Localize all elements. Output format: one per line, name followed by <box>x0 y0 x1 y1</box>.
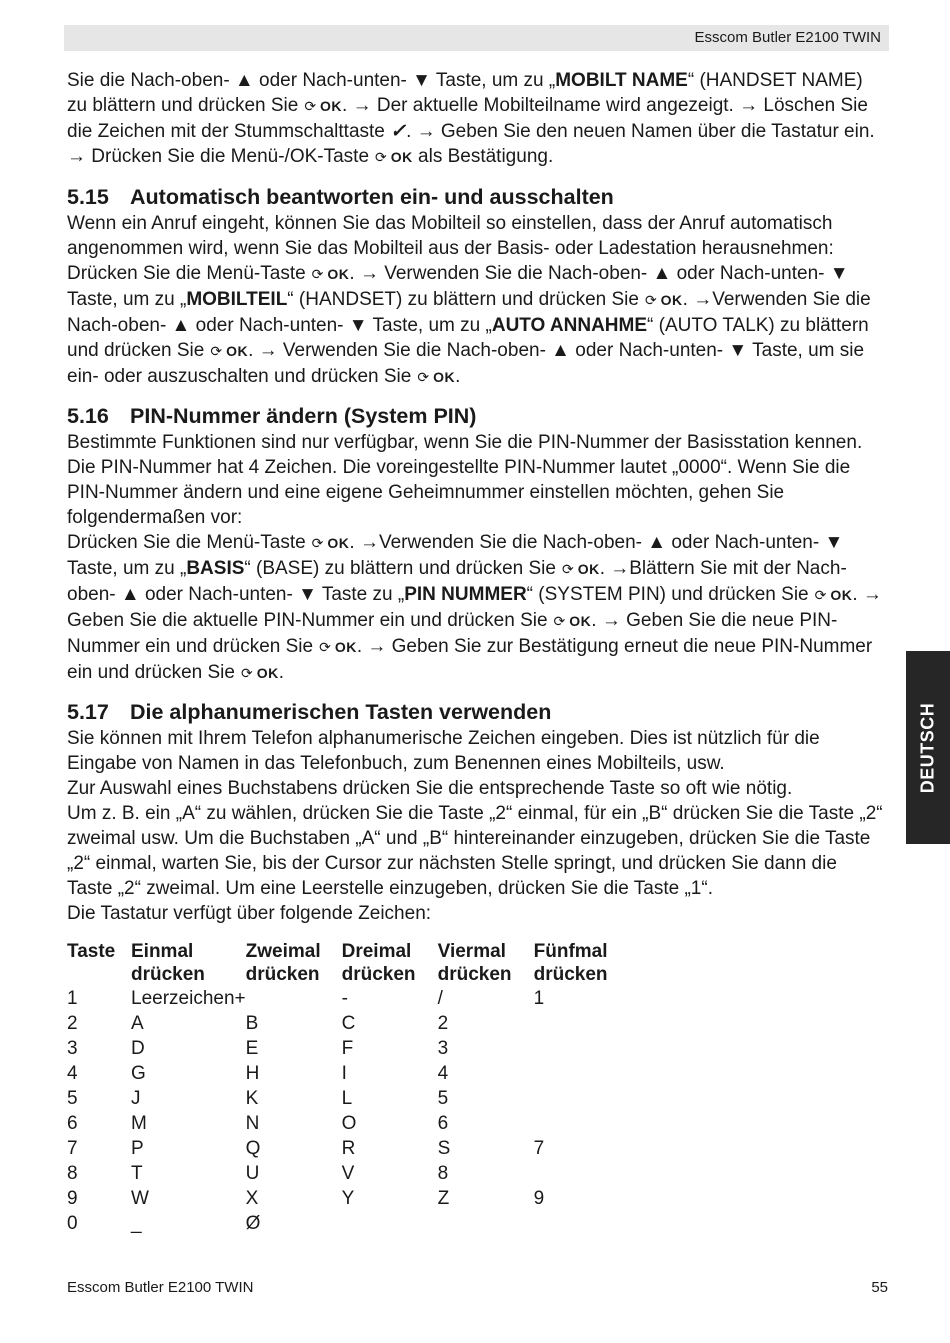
table-cell: W <box>131 1188 149 1209</box>
table-cell: 2 <box>67 1013 78 1034</box>
ok-key-icon: ⟳ <box>553 613 566 629</box>
text: . →Blättern Sie mit der Nach-oben- ▲ oder Nach-unten- ▼ Taste zu „ <box>67 558 847 605</box>
section-heading <box>67 183 887 211</box>
table-cell: 6 <box>437 1113 449 1134</box>
page-header <box>64 25 889 51</box>
text: . →Verwenden Sie die Nach-oben- ▲ oder Nach-unten- ▼ Taste, um zu „ <box>67 289 871 336</box>
table-cell: O <box>341 1113 357 1134</box>
table-cell <box>534 1111 630 1136</box>
text: als Bestätigung. <box>418 146 554 167</box>
section-paragraph: Zur Auswahl eines Buchstabens drücken Sie die entsprechende Taste so oft wie nötig. <box>67 778 793 799</box>
menu-term: MOBILT NAME <box>555 70 688 91</box>
header-title: Esscom Butler E2100 TWIN <box>694 29 881 46</box>
table-cell <box>534 1211 630 1236</box>
column-header: Zweimal drücken <box>245 941 321 985</box>
table-row <box>67 1136 630 1161</box>
ok-label: OK <box>569 613 592 629</box>
text: Drücken Sie die Menü-Taste <box>67 532 306 553</box>
column-header: Fünfmal drücken <box>533 941 608 985</box>
table-cell: 8 <box>67 1163 78 1184</box>
table-cell: Ø <box>245 1213 261 1234</box>
page-number: 55 <box>871 1279 888 1296</box>
table-cell: _ <box>131 1213 142 1234</box>
table-cell: 5 <box>437 1088 449 1109</box>
table-cell: R <box>341 1138 356 1159</box>
text: . → Geben Sie zur Bestätigung erneut die neue PIN-Nummer ein und drücken Sie <box>67 636 873 683</box>
section-paragraph: Um z. B. ein „A“ zu wählen, drücken Sie die Taste „2“ einmal, für ein „B“ drücken Sie die Taste „2“ zweimal usw. Um die Buchstaben „A“ und „B“ hintereinander einzugeben, drücken Sie die Taste „2“ einmal, warten Sie, bis der Cursor zur nächsten Stelle springt, und drücken Sie dann die Taste „2“ zweimal. Um eine Leerstelle einzugeben, drücken Sie die Taste „1“. <box>67 803 883 899</box>
menu-term: AUTO ANNAHME <box>491 315 648 336</box>
table-cell: Z <box>437 1188 450 1209</box>
table-cell: G <box>131 1063 146 1084</box>
section-5-16 <box>67 402 887 686</box>
table-row <box>67 1186 630 1211</box>
menu-term: BASIS <box>186 558 245 579</box>
table-cell: 4 <box>437 1063 449 1084</box>
table-row <box>67 1161 630 1186</box>
text: . → Geben Sie den neuen Namen über die Tastatur ein. → Drücken Sie die Menü-/OK-Taste <box>67 121 875 167</box>
section-title: PIN-Nummer ändern (System PIN) <box>130 404 477 428</box>
section-title: Die alphanumerischen Tasten verwenden <box>130 700 552 724</box>
section-paragraph: Die PIN-Nummer hat 4 Zeichen. Die voreingestellte PIN-Nummer lautet „0000“. Wenn Sie die PIN-Nummer ändern und eine eigene Geheimnummer einstellen möchten, gehen Sie folgendermaßen vor: <box>67 457 851 528</box>
table-cell: 2 <box>437 1013 449 1034</box>
ok-key-icon: ⟳ <box>375 149 387 165</box>
ok-label: OK <box>256 665 279 681</box>
table-row <box>67 1111 630 1136</box>
table-cell: 3 <box>437 1038 449 1059</box>
table-cell <box>342 1211 438 1236</box>
table-cell: A <box>131 1013 144 1034</box>
table-cell: C <box>341 1013 356 1034</box>
ok-key-icon: ⟳ <box>311 266 324 282</box>
table-cell: 4 <box>67 1063 78 1084</box>
ok-key-icon: ⟳ <box>814 587 827 603</box>
table-cell: 1 <box>533 988 545 1009</box>
section-title: Automatisch beantworten ein- und ausschalten <box>130 185 614 209</box>
text: “ (AUTO TALK) zu blättern und drücken Sie <box>67 315 869 361</box>
ok-label: OK <box>334 639 357 655</box>
intro-paragraph <box>67 68 887 170</box>
ok-label: OK <box>390 149 413 165</box>
table-cell: 7 <box>67 1138 78 1159</box>
text: . →Verwenden Sie die Nach-oben- ▲ oder Nach-unten- ▼ Taste, um zu „ <box>67 532 844 579</box>
ok-key-icon: ⟳ <box>644 292 657 308</box>
section-paragraph: Die Tastatur verfügt über folgende Zeichen: <box>67 903 432 924</box>
table-row <box>67 1036 630 1061</box>
section-5-17 <box>67 698 887 1236</box>
table-cell: P <box>131 1138 144 1159</box>
table-cell <box>534 1011 630 1036</box>
text: “ (SYSTEM PIN) und drücken Sie <box>526 584 809 605</box>
menu-term: MOBILTEIL <box>186 289 288 310</box>
text: “ (HANDSET) zu blättern und drücken Sie <box>287 289 639 310</box>
table-cell: M <box>131 1113 147 1134</box>
section-body <box>67 530 887 686</box>
table-cell: / <box>437 988 443 1009</box>
table-cell: T <box>131 1163 143 1184</box>
ok-key-icon: ⟳ <box>311 535 324 551</box>
section-paragraph: Sie können mit Ihrem Telefon alphanumerische Zeichen eingeben. Dies ist nützlich für die Eingabe von Namen in das Telefonbuch, zum Benennen eines Mobilteils, usw. <box>67 728 820 774</box>
section-number: 5.16 <box>67 404 109 428</box>
table-cell: V <box>341 1163 355 1184</box>
table-cell: K <box>245 1088 259 1109</box>
section-5-15 <box>67 183 887 390</box>
text: Wenn ein Anruf eingeht, können Sie das Mobilteil so einstellen, dass der Anruf automatisch angenommen wird, wenn Sie das Mobilteil aus der Basis- oder Ladestation herausnehmen: Drücken Sie die Menü-Taste <box>67 213 834 284</box>
table-cell: Leerzeichen+ <box>131 988 246 1009</box>
text: . → Verwenden Sie die Nach-oben- ▲ oder Nach-unten- ▼ Taste, um sie ein- oder auszuschalten und drücken Sie <box>67 340 865 387</box>
ok-key-icon: ⟳ <box>304 98 317 114</box>
table-cell <box>534 1036 630 1061</box>
table-row <box>67 1061 630 1086</box>
table-cell: X <box>245 1188 259 1209</box>
ok-key-icon: ⟳ <box>319 639 331 655</box>
table-cell: J <box>131 1088 141 1109</box>
table-cell: 6 <box>67 1113 78 1134</box>
table-header-row <box>67 940 630 986</box>
ok-key-icon: ⟳ <box>210 343 223 359</box>
table-cell: 7 <box>533 1138 545 1159</box>
table-cell <box>438 1211 534 1236</box>
table-cell: 3 <box>67 1038 78 1059</box>
ok-label: OK <box>660 292 683 308</box>
section-number: 5.17 <box>67 700 109 724</box>
text: . <box>455 366 461 387</box>
column-header: Dreimal drücken <box>341 941 416 985</box>
table-cell: Y <box>341 1188 355 1209</box>
table-cell: F <box>341 1038 354 1059</box>
ok-label: OK <box>327 535 350 551</box>
ok-label: OK <box>327 266 350 282</box>
ok-label: OK <box>577 561 600 577</box>
table-cell <box>246 986 342 1011</box>
text: . → Geben Sie die neue PIN-Nummer ein und drücken Sie <box>67 610 838 657</box>
ok-label: OK <box>433 369 456 385</box>
ok-label: OK <box>226 343 249 359</box>
text: “ (HANDSET NAME) zu blättern und drücken Sie <box>67 70 863 116</box>
language-side-tab <box>906 651 950 844</box>
section-heading <box>67 698 887 726</box>
table-cell <box>534 1161 630 1186</box>
table-cell: D <box>131 1038 145 1059</box>
ok-label: OK <box>320 98 343 114</box>
table-cell: N <box>245 1113 260 1134</box>
table-cell: I <box>341 1063 347 1084</box>
table-cell: 9 <box>533 1188 545 1209</box>
mute-key-icon: ✓ <box>390 121 407 142</box>
text: “ (BASE) zu blättern und drücken Sie <box>244 558 556 579</box>
language-label: DEUTSCH <box>917 702 938 793</box>
table-cell: S <box>437 1138 451 1159</box>
text: . → Verwenden Sie die Nach-oben- ▲ oder Nach-unten- ▼ Taste, um zu „ <box>67 263 849 310</box>
table-cell: 5 <box>67 1088 78 1109</box>
text: . → Der aktuelle Mobilteilname wird angezeigt. → Löschen Sie die Zeichen mit der Stummschalttaste <box>67 95 868 142</box>
column-header: Taste <box>67 941 116 962</box>
table-cell: B <box>245 1013 259 1034</box>
section-paragraph: Bestimmte Funktionen sind nur verfügbar, wenn Sie die PIN-Nummer der Basisstation kennen. <box>67 432 863 453</box>
keypad-character-table <box>67 940 630 1236</box>
table-cell: L <box>341 1088 353 1109</box>
section-heading <box>67 402 887 430</box>
table-row <box>67 1086 630 1111</box>
column-header: Einmal drücken <box>131 941 205 985</box>
ok-key-icon: ⟳ <box>417 369 430 385</box>
table-cell: 1 <box>67 988 78 1009</box>
ok-key-icon: ⟳ <box>240 665 253 681</box>
column-header: Viermal drücken <box>437 941 512 985</box>
text: Sie die Nach-oben- ▲ oder Nach-unten- ▼ Taste, um zu „ <box>67 70 556 91</box>
page-content <box>67 68 887 1248</box>
ok-key-icon: ⟳ <box>561 561 574 577</box>
table-cell: U <box>245 1163 260 1184</box>
table-cell: 9 <box>67 1188 78 1209</box>
table-row <box>67 1011 630 1036</box>
table-row <box>67 1211 630 1236</box>
text: . <box>278 662 284 683</box>
menu-term: PIN NUMMER <box>404 584 527 605</box>
table-row <box>67 986 630 1011</box>
footer-title: Esscom Butler E2100 TWIN <box>67 1279 254 1296</box>
table-cell: E <box>245 1038 259 1059</box>
section-body <box>67 211 887 390</box>
table-cell: - <box>341 988 348 1009</box>
table-cell: 8 <box>437 1163 449 1184</box>
ok-label: OK <box>830 587 853 603</box>
table-cell: Q <box>245 1138 261 1159</box>
section-number: 5.15 <box>67 185 109 209</box>
table-cell <box>534 1061 630 1086</box>
table-cell <box>534 1086 630 1111</box>
table-cell: 0 <box>67 1213 78 1234</box>
text: . → Geben Sie die aktuelle PIN-Nummer ein und drücken Sie <box>67 584 882 631</box>
table-cell: H <box>245 1063 260 1084</box>
